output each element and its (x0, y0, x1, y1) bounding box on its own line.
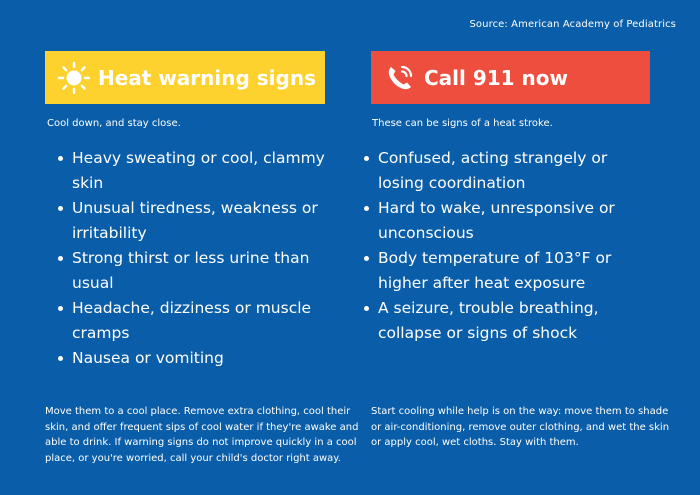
list-item: Nausea or vomiting (58, 346, 328, 371)
heat-warning-list (58, 146, 328, 371)
call-911-subtitle: These can be signs of a heat stroke. (372, 118, 553, 129)
heat-stroke-advice: Start cooling while help is on the way: move them to shade or air-conditioning, remove outer clothing, and wet the skin or apply cool, wet cloths. Stay with them. (371, 406, 670, 448)
heat-warning-subtitle: Cool down, and stay close. (47, 118, 181, 129)
heat-warning-advice: Move them to a cool place. Remove extra clothing, cool their skin, and offer frequent sips of cool water if they're awake and able to drink. If warning signs do not improve quickly in a cool place, or you're worried, call your child's doctor right away. (45, 406, 359, 464)
list-item: Strong thirst or less urine than usual (58, 246, 328, 296)
sun-icon (56, 60, 92, 96)
list-item: A seizure, trouble breathing, collapse or signs of shock (364, 296, 644, 346)
list-item: Headache, dizziness or muscle cramps (58, 296, 328, 346)
call-911-title: Call 911 now (424, 65, 569, 90)
phone-icon (382, 60, 418, 96)
source-credit: Source: American Academy of Pediatrics (469, 19, 676, 30)
list-item: Body temperature of 103°F or higher after heat exposure (364, 246, 644, 296)
list-item: Hard to wake, unresponsive or unconscious (364, 196, 644, 246)
heat-stroke-list (364, 146, 644, 346)
list-item: Heavy sweating or cool, clammy skin (58, 146, 328, 196)
call-911-banner (371, 51, 650, 104)
heat-warning-banner (45, 51, 325, 104)
heat-warning-title: Heat warning signs (98, 65, 316, 90)
list-item: Unusual tiredness, weakness or irritability (58, 196, 328, 246)
list-item: Confused, acting strangely or losing coordination (364, 146, 644, 196)
